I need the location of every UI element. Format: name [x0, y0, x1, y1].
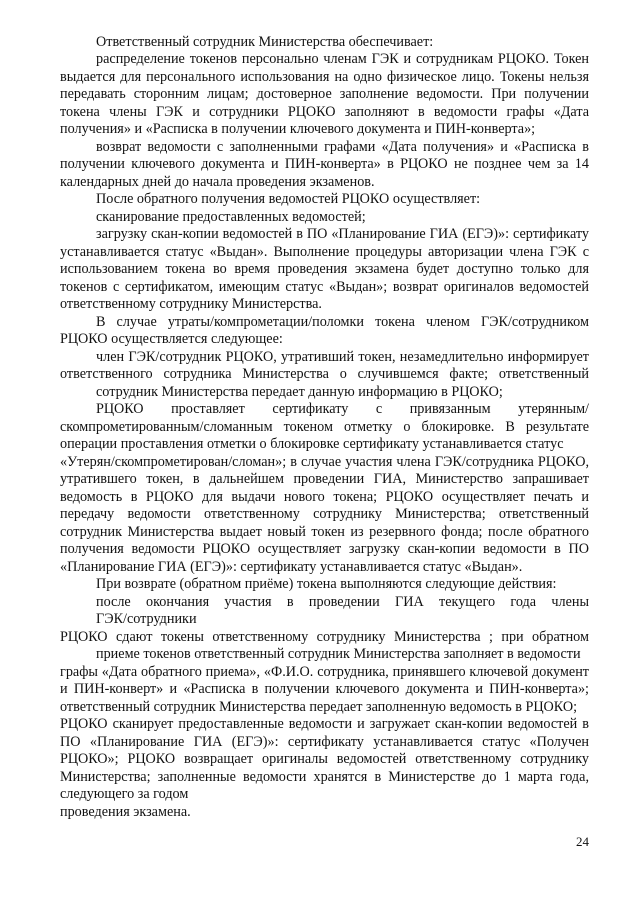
text-line: В случае утраты/компрометации/поломки токена членом ГЭК/сотрудником	[96, 314, 589, 330]
text-line: ответственного сотрудника Министерства о случившемся факте; ответственный	[60, 366, 589, 382]
text-line: РЦОКО осуществляется следующее:	[60, 331, 283, 347]
text-line: ответственному сотруднику Министерства.	[60, 296, 322, 312]
text-line: распределение токенов персонально членам ГЭК и сотрудникам РЦОКО. Токен	[96, 51, 589, 67]
text-line: передавать сторонним лицам; достоверное заполнение ведомости. При получении	[60, 86, 589, 102]
text-line: скомпрометированным/сломанным токеном отметку о блокировке. В результате	[60, 419, 589, 435]
text-line: возврат ведомости с заполненными графами «Дата получения» и «Расписка в	[96, 139, 589, 155]
text-line: передачу ведомости ответственному сотруднику Министерства; ответственный	[60, 506, 589, 522]
text-line: При возврате (обратном приёме) токена выполняются следующие действия:	[96, 576, 557, 592]
text-line: получении ключевого документа и ПИН-конверта» в РЦОКО не позднее чем за 14	[60, 156, 589, 172]
text-line: РЦОКО сканирует предоставленные ведомости и загружает скан-копии ведомостей в	[60, 716, 589, 732]
text-line: РЦОКО»; РЦОКО возвращает оригиналы ведомостей ответственному сотруднику	[60, 751, 589, 767]
text-line: сканирование предоставленных ведомостей;	[96, 209, 366, 225]
text-line: календарных дней до начала проведения экзаменов.	[60, 174, 375, 190]
text-line: и ПИН-конверт» и «Расписка в получении ключевого документа и ПИН-конверта»;	[60, 681, 589, 697]
text-line: сотрудник Министерства выдает новый токен из резервного фонда; после обратного	[60, 524, 589, 540]
text-line: операции проставления отметки о блокировке сертификату устанавливается статус	[60, 436, 564, 452]
text-line: сотрудник Министерства передает данную информацию в РЦОКО;	[96, 384, 503, 400]
text-line: утратившего токен, в дальнейшем проведении ГИА, Министерство запрашивает	[60, 471, 589, 487]
text-line: загрузку скан-копии ведомостей в ПО «Планирование ГИА (ЕГЭ)»: сертификату	[96, 226, 589, 242]
text-line: выдается для персонального использования на одно физическое лицо. Токены нельзя	[60, 69, 589, 85]
text-line: приеме токенов ответственный сотрудник Министерства заполняет в ведомости	[96, 646, 581, 662]
text-line: ответственный сотрудник Министерства передает заполненную ведомость в РЦОКО;	[60, 699, 578, 715]
text-line: «Планирование ГИА (ЕГЭ)»: сертификату устанавливается статус «Выдан».	[60, 559, 523, 575]
text-line: токена члены ГЭК и сотрудники РЦОКО заполняют в ведомости графы «Дата	[60, 104, 589, 120]
text-line: получения» и «Расписка в получении ключевого документа и ПИН-конверта»;	[60, 121, 536, 137]
text-line: ГЭК/сотрудники	[96, 611, 197, 627]
text-line: «Утерян/скомпрометирован/сломан»; в случае участия члена ГЭК/сотрудника РЦОКО,	[60, 454, 589, 470]
text-line: ПО «Планирование ГИА (ЕГЭ)»: сертификату устанавливается статус «Получен	[60, 734, 589, 750]
page-number: 24	[576, 834, 589, 849]
text-line: графы «Дата обратного приема», «Ф.И.О. сотрудника, принявшего ключевой документ	[60, 664, 589, 680]
text-line: член ГЭК/сотрудник РЦОКО, утративший токен, незамедлительно информирует	[96, 349, 589, 365]
text-line: РЦОКО сдают токены ответственному сотруднику Министерства ; при обратном	[60, 629, 589, 645]
text-line: проведения экзамена.	[60, 804, 191, 820]
text-line: после окончания участия в проведении ГИА текущего года члены	[96, 594, 589, 610]
text-line: использованием токена во время проведения экзамена будет доступно только для	[60, 261, 589, 277]
text-line: РЦОКО проставляет сертификату с привязанным утерянным/	[96, 401, 589, 417]
text-line: следующего за годом	[60, 786, 189, 802]
text-line: ведомость в РЦОКО для выдачи нового токена; РЦОКО осуществляет печать и	[60, 489, 589, 505]
text-line: После обратного получения ведомостей РЦОКО осуществляет:	[96, 191, 481, 207]
text-line: Министерства; заполненные ведомости хранятся в Министерстве до 1 марта года,	[60, 769, 589, 785]
text-line: устанавливается статус «Выдан». Выполнение процедуры авторизации члена ГЭК с	[60, 244, 589, 260]
text-line: токенов с сертификатом, имеющим статус «Выдан»; возврат оригиналов ведомостей	[60, 279, 589, 295]
text-line: получения ведомости РЦОКО осуществляет загрузку скан-копии ведомости в ПО	[60, 541, 589, 557]
text-line: Ответственный сотрудник Министерства обеспечивает:	[96, 34, 434, 50]
